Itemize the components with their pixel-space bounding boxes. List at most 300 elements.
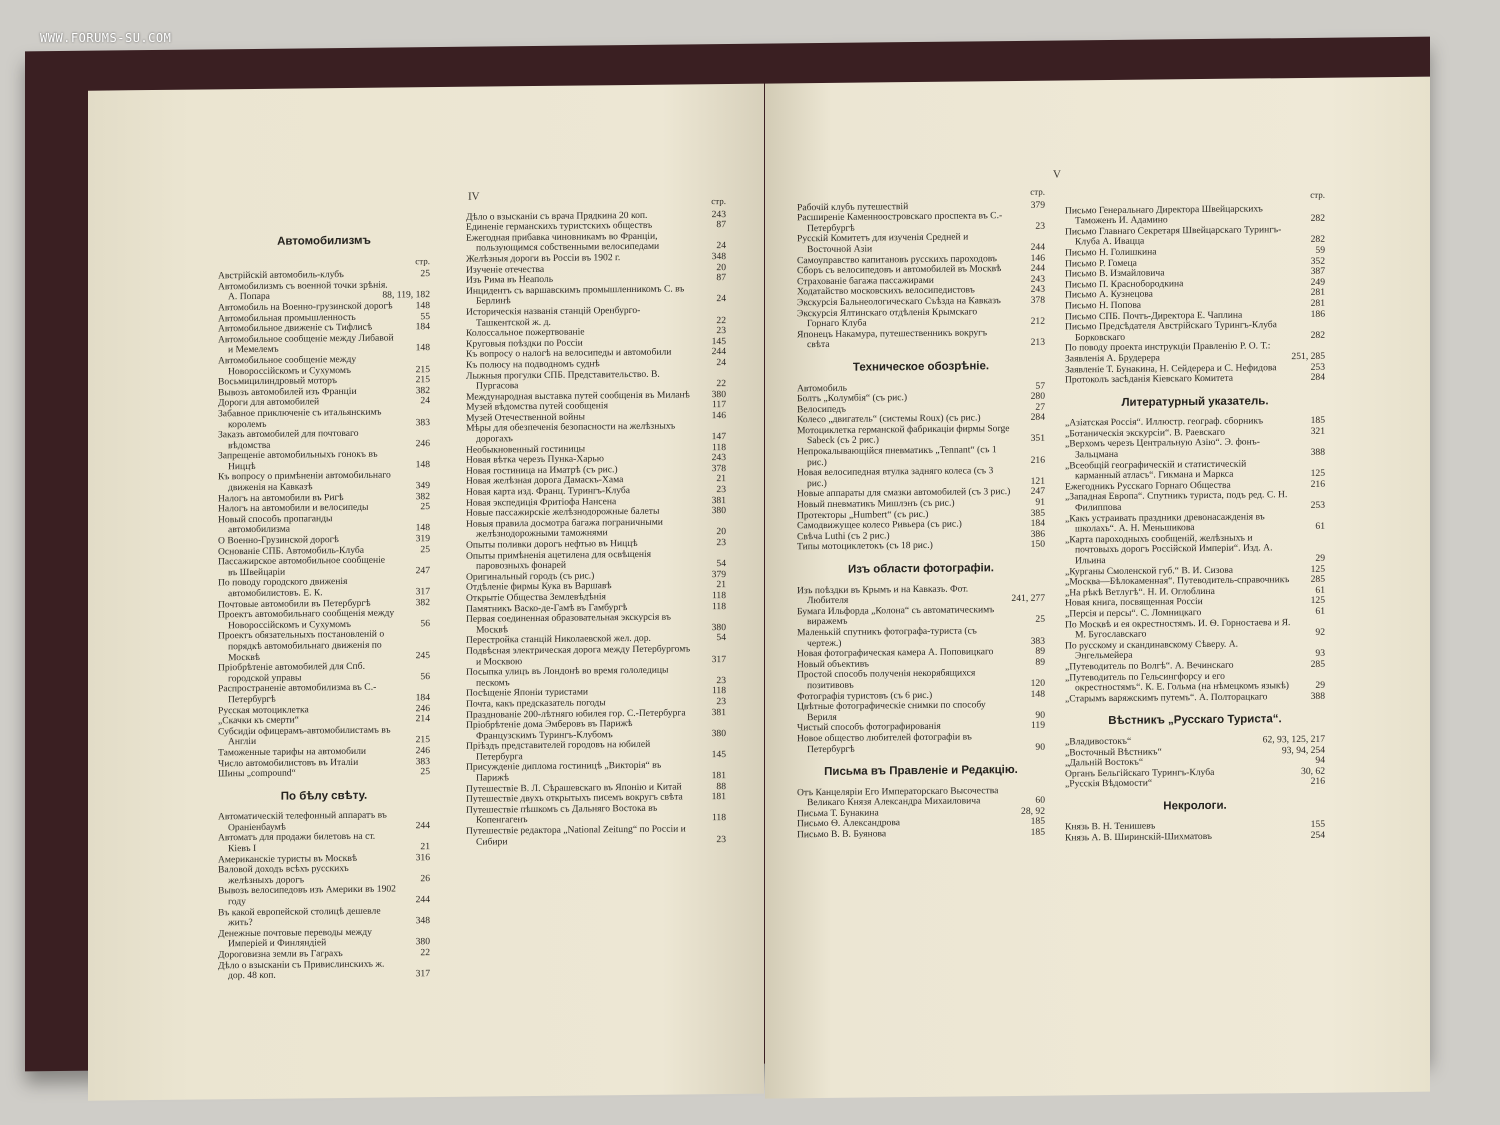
entry-page-ref: 380 — [711, 727, 726, 739]
entry-title: Экскурсія Ялтинскаго отдѣленія Крымскаго Горнаго Клуба — [797, 305, 978, 330]
entry-title: По поводу проекта инструкціи Правленію Р. О. Т.: — [1065, 340, 1271, 354]
entry-title: Въ какой европейской столицѣ дешевле жить? — [218, 905, 381, 929]
index-entry — [1065, 617, 1325, 641]
entry-title: Новые аппараты для смазки автомобилей (съ 3 рис.) — [797, 486, 1011, 500]
index-entry — [466, 739, 726, 763]
entry-title: Новые пассажирскіе желѣзнодорожные балеты — [466, 505, 660, 519]
entry-title: Новый способъ пропаганды автомобилизма — [218, 512, 333, 536]
entry-page-ref: 385 — [1030, 507, 1045, 519]
entry-title: Изъ поѣздки въ Крымъ и на Кавказъ. Фот. Любителя — [797, 583, 969, 607]
entry-page-ref: 23 — [716, 833, 726, 845]
entry-title: Подвѣсная электрическая дорога между Петербургомъ и Москвою — [466, 643, 691, 668]
entry-title: Письмо В. В. Буянова — [797, 828, 887, 841]
entry-title: Автомобильное сообщеніе между Новороссійскомъ и Сухумомъ — [218, 353, 357, 377]
index-entry — [1065, 490, 1325, 514]
entry-title: Мотоциклетка германской фабрикаціи фирмы Sorge Sabeck (съ 2 рис.) — [797, 422, 1010, 447]
entry-page-ref: 246 — [415, 702, 430, 714]
entry-page-ref: 59 — [1315, 244, 1325, 256]
entry-page-ref: 25 — [1035, 614, 1045, 626]
entry-title: Посѣщеніе Японіи туристами — [466, 686, 589, 700]
entry-title: Колоссальное пожертвованіе — [466, 326, 585, 339]
index-entry — [218, 810, 430, 833]
entry-title: „Персія и персы“. С. Ломницкаго — [1065, 607, 1202, 620]
index-entry — [1065, 831, 1325, 844]
index-entry — [797, 445, 1045, 469]
entry-title: Изъ Рима въ Неаполь — [466, 273, 554, 286]
entry-page-ref: 62, 93, 125, 217 — [1262, 733, 1325, 746]
entry-title: Новый объективъ — [797, 658, 870, 671]
entry-title: Автоматъ для продажи билетовъ на ст. Кіевъ I — [218, 831, 376, 855]
entry-page-ref: 118 — [711, 600, 726, 612]
index-entry — [797, 828, 1045, 841]
entry-title: „Русскія Вѣдомости“ — [1065, 777, 1153, 790]
entry-title: Письмо Предсѣдателя Австрійскаго Турингъ-Клуба Борковскаго — [1065, 319, 1277, 344]
entry-title: Письмо Н. Попова — [1065, 299, 1142, 312]
index-entry — [466, 231, 726, 255]
index-entry — [1065, 373, 1325, 386]
section-heading: Вѣстникъ „Русскаго Туриста“. — [1108, 713, 1282, 728]
entry-page-ref: 253 — [1310, 361, 1325, 373]
entry-title: Распространеніе автомобилизма въ С.-Петербургѣ — [218, 682, 377, 706]
entry-title: Инцидентъ съ варшавскимъ промышленникомъ С. въ Берлинѣ — [466, 283, 685, 307]
entry-page-ref: 379 — [711, 568, 726, 580]
entry-page-ref: 215 — [415, 363, 430, 375]
entry-page-ref: 29 — [1315, 679, 1325, 691]
entry-title: Новый пневматикъ Мишлэнъ (съ рис.) — [797, 497, 955, 511]
entry-page-ref: 216 — [1310, 478, 1325, 490]
entry-title: Протоколъ засѣданія Кіевскаго Комитета — [1065, 372, 1233, 386]
entry-title: Велосипедъ — [797, 403, 846, 415]
entry-title: Валовой доходъ всѣхъ русскихъ желѣзныхъ дорогъ — [218, 863, 349, 887]
entry-page-ref: 184 — [415, 321, 430, 333]
right-column-2 — [1065, 190, 1325, 844]
entry-title: Историческія названія станцій Оренбурго-Ташкентской ж. д. — [466, 304, 641, 329]
entry-title: Налогъ на автомобили въ Ригѣ — [218, 491, 344, 504]
entry-title: Новая карта изд. Франц. Турингъ-Клуба — [466, 485, 631, 498]
section-heading: Техническое обозрѣніе. — [852, 360, 990, 374]
entry-title: Расширеніе Каменноостровскаго проспекта въ С.-Петербургѣ — [797, 210, 1003, 234]
entry-page-ref: 148 — [415, 300, 430, 312]
entry-title: Письмо СПБ. Почтъ-Директора Е. Чаплина — [1065, 309, 1243, 322]
entry-page-ref: 23 — [1035, 220, 1045, 232]
entry-title: „Старымъ варяжскимъ путемъ“. А. Полторацкаго — [1065, 691, 1268, 705]
entry-title: Отъ Канцеляріи Его Императорскаго Высочества Великаго Князя Александра Михаиловича — [797, 784, 999, 809]
index-entry — [218, 725, 430, 748]
index-entry — [466, 718, 726, 742]
index-entry — [218, 629, 430, 663]
entry-page-ref: 388 — [1310, 446, 1325, 458]
entry-title: Почта, какъ предсказатель погоды — [466, 697, 606, 710]
entry-page-ref: 90 — [1035, 741, 1045, 753]
index-entry — [797, 211, 1045, 235]
entry-page-ref: 284 — [1310, 371, 1325, 383]
entry-title: Дороговизна земли въ Гаграхъ — [218, 948, 343, 961]
entry-title: „Азіатская Россія“. Иллюстр. географ. сборникъ — [1065, 415, 1264, 429]
index-entry — [797, 785, 1045, 809]
entry-title: Вывозъ велосипедовъ изъ Америки въ 1902 году — [218, 883, 396, 908]
entry-title: Почтовые автомобили въ Петербургѣ — [218, 597, 371, 610]
entry-title: Субсидіи офицерамъ-автомобилистамъ въ Англіи — [218, 724, 391, 748]
entry-title: Опыты примѣненія ацетилена для освѣщенія паровозныхъ фонарей — [466, 548, 652, 572]
entry-title: „Путеводитель по Волгѣ“. А. Вечинскаго — [1065, 659, 1234, 673]
entry-page-ref: 349 — [415, 480, 430, 492]
right-page — [765, 77, 1430, 1099]
entry-page-ref: 184 — [415, 692, 430, 704]
index-entry — [1065, 458, 1325, 482]
entry-title: Пассажирское автомобильное сообщеніе въ Швейцаріи — [218, 554, 386, 579]
entry-title: „Владивостокъ“ — [1065, 735, 1132, 748]
entry-title: Заявленія А. Брудерера — [1065, 352, 1160, 365]
entry-title: Пріобрѣтеніе автомобилей для Спб. городской управы — [218, 660, 365, 684]
entry-title: Путешествіе пѣшкомъ съ Дальняго Востока въ Копенгагенъ — [466, 802, 658, 827]
entry-page-ref: 148 — [415, 342, 430, 354]
entry-page-ref: 93, 94, 254 — [1281, 744, 1325, 756]
section-heading: Письма въ Правленіе и Редакцію. — [824, 764, 1018, 779]
entry-title: Дѣло о взысканіи съ Привислинскихъ ж. дор. 48 коп. — [218, 958, 385, 982]
entry-page-ref: 125 — [1310, 595, 1325, 607]
index-entry — [466, 665, 726, 689]
entry-title: „Скачки къ смерти“ — [218, 714, 299, 727]
entry-page-ref: 213 — [1030, 336, 1045, 349]
index-entry — [1065, 533, 1325, 568]
entry-title: Присужденіе диплома гостиницѣ „Викторія“ въ Парижѣ — [466, 760, 662, 784]
left-column-2 — [466, 196, 726, 848]
entry-page-ref: 382 — [415, 490, 430, 502]
entry-title: Автоматическій телефонный аппаратъ въ Ораніенбаумѣ — [218, 809, 387, 834]
index-entry — [797, 540, 1045, 553]
entry-title: Международная выставка путей сообщенія въ Миланѣ — [466, 389, 690, 403]
entry-page-ref: 317 — [415, 968, 430, 980]
entry-title: Лыжныя прогулки СПБ. Представительство. В. Пургасова — [466, 368, 660, 392]
entry-page-ref: 25 — [420, 766, 430, 778]
entry-page-ref: 317 — [711, 653, 726, 665]
entry-title: „Дальній Востокъ“ — [1065, 756, 1144, 769]
index-entry — [466, 421, 726, 445]
entry-title: Австрійскій автомобиль-клубъ — [218, 269, 344, 282]
entry-page-ref: 88 — [716, 780, 726, 792]
index-entry — [1065, 638, 1325, 662]
entry-title: Проектъ автомобильнаго сообщенія между Новороссійскомъ и Сухумомъ — [218, 607, 395, 632]
entry-title: Новое общество любителей фотографіи въ Петербургѣ — [797, 731, 972, 755]
entry-page-ref: 387 — [1310, 265, 1325, 278]
entry-page-ref: 214 — [415, 713, 430, 725]
entry-title: „На рѣкѣ Ветлугѣ“. Н. И. Оглоблина — [1065, 585, 1215, 599]
entry-page-ref: 22 — [716, 378, 726, 390]
index-entry — [466, 305, 726, 329]
entry-page-ref: 56 — [420, 670, 430, 682]
entry-title: Къ полюсу на подводномъ суднѣ — [466, 358, 600, 371]
entry-page-ref: 56 — [420, 617, 430, 629]
entry-title: Запрещеніе автомобильныхъ гонокъ въ Ниццѣ — [218, 448, 378, 473]
entry-page-ref: 247 — [415, 564, 430, 577]
entry-title: Забавное приключеніе съ итальянскимъ королемъ — [218, 406, 382, 430]
entry-page-ref: 55 — [420, 310, 430, 322]
entry-title: Экскурсія Бальнеологическаго Съѣзда на Кавказъ — [797, 295, 1001, 309]
entry-title: Къ вопросу о налогѣ на велосипеды и автомобили — [466, 346, 672, 361]
entry-title: Простой способъ полученія некорябящихся позитивовъ — [797, 667, 976, 692]
entry-title: По русскому и скандинавскому Сѣверу. А. Энгельмейера — [1065, 638, 1239, 662]
entry-title: Перестройка станцій Николаевской жел. дор. — [466, 633, 651, 647]
entry-page-ref: 23 — [716, 695, 726, 708]
index-entry — [218, 333, 430, 356]
entry-page-ref: 22 — [716, 314, 726, 326]
entry-title: Чистый способъ фотографированія — [797, 721, 941, 734]
entry-title: Дѣло о взысканіи съ врача Прядкина 20 коп. — [466, 209, 648, 223]
entry-page-ref: 27 — [1035, 401, 1045, 413]
entry-page-ref: 216 — [1030, 454, 1045, 466]
entry-page-ref: 118 — [711, 589, 726, 602]
entry-page-ref: 181 — [711, 770, 726, 782]
entry-title: Круговыя поѣздки по Россіи — [466, 337, 583, 350]
index-entry — [466, 549, 726, 573]
entry-page-ref: 184 — [1030, 517, 1045, 530]
entry-title: Пріобрѣтеніе дома Эмберовъ въ Парижѣ Французскимъ Турингъ-Клубомъ — [466, 718, 633, 742]
entry-title: Заказъ автомобилей для почтоваго вѣдомства — [218, 427, 359, 451]
entry-title: Письмо А. Кузнецова — [1065, 288, 1153, 301]
entry-page-ref: 243 — [1030, 284, 1045, 296]
index-entry — [797, 424, 1045, 448]
index-entry — [1065, 777, 1325, 790]
entry-page-ref: 378 — [1030, 294, 1045, 306]
entry-title: Письмо В. Измайловича — [1065, 267, 1165, 280]
entry-title: Пріѣздъ представителей городовъ на юбилей Петербурга — [466, 739, 651, 763]
entry-title: Японецъ Накамура, путешественникъ вокругъ свѣта — [797, 327, 988, 351]
page-column-label: стр. — [1030, 186, 1045, 197]
entry-page-ref: 26 — [420, 872, 430, 885]
entry-page-ref: 381 — [711, 706, 726, 718]
entry-page-ref: 28, 92 — [1021, 805, 1045, 817]
entry-page-ref: 61 — [1315, 520, 1325, 533]
entry-page-ref: 388 — [1310, 690, 1325, 702]
entry-page-ref: 243 — [1030, 273, 1045, 285]
entry-page-ref: 92 — [1315, 626, 1325, 638]
entry-title: „Курганы Смоленской губ.“ В. И. Сизова — [1065, 564, 1233, 578]
entry-title: Музей Отечественной войны — [466, 411, 585, 424]
index-entry — [797, 583, 1045, 607]
entry-page-ref: 23 — [716, 537, 726, 549]
entry-page-ref: 24 — [716, 356, 726, 369]
entry-page-ref: 215 — [415, 374, 430, 386]
entry-page-ref: 25 — [420, 268, 430, 280]
section-heading: Автомобилизмъ — [277, 234, 371, 248]
entry-title: Протекторы „Humbert“ (съ рис.) — [797, 508, 929, 521]
entry-page-ref: 380 — [711, 621, 726, 633]
entry-title: Маленькій спутникъ фотографа-туриста (съ чертеж.) — [797, 625, 977, 649]
entry-title: Памятникъ Васко-де-Гамѣ въ Гамбургѣ — [466, 601, 628, 615]
index-entry — [797, 668, 1045, 692]
entry-page-ref: 118 — [711, 685, 726, 697]
entry-page-ref: 23 — [716, 674, 726, 686]
entry-title: Восьмицилиндровый моторъ — [218, 375, 337, 388]
entry-page-ref: 380 — [711, 388, 726, 400]
entry-title: Болтъ „Колумбія“ (съ рис.) — [797, 392, 908, 405]
entry-page-ref: 61 — [1315, 584, 1325, 596]
index-entry — [218, 863, 430, 886]
entry-page-ref: 24 — [716, 240, 726, 252]
entry-page-ref: 57 — [1035, 380, 1045, 392]
entry-page-ref: 246 — [415, 437, 430, 449]
entry-title: Оригинальный городъ (съ рис.) — [466, 570, 595, 583]
entry-title: Ходатайство московскихъ велосипедистовъ — [797, 284, 975, 298]
entry-title: Ежегодная прибавка чиновникамъ во Франціи, пользующимся собственными велосипедами — [466, 230, 660, 255]
page-column-label: стр. — [711, 196, 726, 207]
entry-page-ref: 61 — [1315, 605, 1325, 617]
index-entry — [1065, 320, 1325, 344]
index-entry — [1065, 670, 1325, 694]
entry-title: Новая экспедиція Фритіофа Нансена — [466, 495, 617, 509]
entry-page-ref: 281 — [1310, 287, 1325, 299]
entry-page-ref: 254 — [1310, 829, 1325, 841]
index-entry — [218, 885, 430, 908]
entry-title: Свѣча Luthi (съ 2 рис.) — [797, 530, 890, 543]
index-entry — [218, 407, 430, 430]
entry-title: Путешествіе редактора „National Zeitung“ по Россіи и Сибири — [466, 823, 686, 848]
entry-page-ref: 185 — [1310, 415, 1325, 427]
entry-page-ref: 87 — [716, 219, 726, 231]
entry-page-ref: 90 — [1035, 709, 1045, 721]
entry-title: Типы мотоциклетокъ (съ 18 рис.) — [797, 540, 933, 553]
entry-title: Новая велосипедная втулка задняго колеса (съ 3 рис.) — [797, 465, 994, 490]
index-entry — [466, 612, 726, 636]
entry-title: Письмо П. Краснобородкина — [1065, 277, 1184, 291]
index-entry — [466, 803, 726, 827]
entry-title: Шины „compound“ — [218, 767, 296, 780]
entry-page-ref: 21 — [716, 473, 726, 485]
index-entry — [466, 284, 726, 308]
entry-page-ref: 284 — [1030, 411, 1045, 424]
index-entry — [218, 906, 430, 929]
entry-page-ref: 280 — [1030, 390, 1045, 402]
entry-page-ref: 30, 62 — [1301, 765, 1325, 777]
entry-page-ref: 383 — [415, 416, 430, 428]
entry-title: Самоуправство капитановъ русскихъ пароходовъ — [797, 252, 997, 266]
entry-page-ref: 87 — [716, 272, 726, 284]
index-entry — [797, 626, 1045, 650]
entry-page-ref: 29 — [1315, 552, 1325, 564]
entry-page-ref: 253 — [1310, 499, 1325, 511]
entry-page-ref: 118 — [711, 441, 726, 453]
entry-page-ref: 243 — [711, 208, 726, 220]
index-entry — [797, 327, 1045, 351]
entry-page-ref: 212 — [1030, 315, 1045, 327]
entry-page-ref: 215 — [415, 734, 430, 746]
entry-page-ref: 319 — [415, 533, 430, 545]
entry-page-ref: 23 — [716, 484, 726, 496]
entry-page-ref: 119 — [1030, 719, 1045, 732]
index-entry — [797, 306, 1045, 330]
open-book — [25, 37, 1430, 1072]
entry-title: Опыты поливки дорогъ нефтью въ Ниццѣ — [466, 537, 638, 551]
entry-page-ref: 117 — [711, 399, 726, 411]
index-entry — [218, 682, 430, 705]
entry-title: Князь В. Н. Тенишевъ — [1065, 820, 1156, 833]
entry-page-ref: 243 — [711, 452, 726, 464]
entry-title: По поводу городского движенія автомобилистовъ. Е. К. — [218, 576, 348, 600]
entry-title: Автомобильное движеніе съ Тифлисѣ — [218, 321, 373, 335]
entry-page-ref: 379 — [1030, 199, 1045, 211]
entry-page-ref: 21 — [420, 841, 430, 853]
entry-title: Сборъ съ велосипедовъ и автомобилей въ Москвѣ — [797, 263, 1002, 277]
entry-page-ref: 244 — [711, 346, 726, 358]
entry-page-ref: 121 — [1030, 475, 1045, 487]
entry-title: Колесо „двигатель“ (системы Roux) (съ рис.) — [797, 412, 981, 426]
page-number: IV — [468, 190, 480, 203]
entry-page-ref: 380 — [711, 505, 726, 517]
entry-title: „Ботаническія экскурсіи“. В. Раевскаго — [1065, 426, 1226, 440]
index-entry — [218, 927, 430, 950]
section-heading: Некрологи. — [1163, 799, 1227, 813]
section-heading: По бѣлу свѣту. — [280, 789, 368, 803]
entry-page-ref: 378 — [711, 462, 726, 475]
entry-title: Самодвижущее колесо Ривьера (съ рис.) — [797, 518, 962, 532]
entry-page-ref: 386 — [1030, 528, 1045, 540]
entry-page-ref: 321 — [1310, 425, 1325, 437]
entry-title: Новая фотографическая камера А. Поповицкаго — [797, 646, 994, 660]
entry-page-ref: 246 — [415, 745, 430, 757]
watermark: WWW.FORUMS-SU.COM — [40, 31, 172, 45]
entry-title: Органъ Бельгійскаго Турингъ-Клуба — [1065, 766, 1215, 780]
entry-title: Бумага Ильфорда „Колона“ съ автоматическимъ виражемъ — [797, 603, 995, 628]
index-entry — [218, 555, 430, 578]
entry-title: „Всеобщій географическій и статистическій карманный атласъ“. Гикмана и Маркса — [1065, 458, 1247, 482]
entry-title: Проектъ обязательныхъ постановленій о порядкѣ автомобильнаго движенія по Москвѣ — [218, 628, 385, 663]
entry-page-ref: 60 — [1035, 794, 1045, 807]
entry-page-ref: 281 — [1310, 297, 1325, 309]
entry-page-ref: 316 — [415, 851, 430, 863]
entry-title: Заявленіе Т. Бунакина, Н. Сейдерера и С. Нефидова — [1065, 361, 1277, 375]
entry-title: Письмо Главнаго Секретаря Швейцарскаго Турингъ-Клуба А. Ивацца — [1065, 223, 1282, 248]
entry-page-ref: 382 — [415, 384, 430, 396]
entry-page-ref: 282 — [1310, 234, 1325, 246]
entry-page-ref: 118 — [711, 812, 726, 824]
entry-title: Русская мотоциклетка — [218, 703, 309, 716]
entry-title: „Путеводитель по Гельсингфорсу и его окрестностямъ“. К. Е. Гольма (на нѣмецкомъ языкѣ) — [1065, 670, 1289, 694]
entry-title: Новыя правила досмотра багажа пограничными желѣзнодорожными таможнями — [466, 516, 663, 541]
entry-page-ref: 146 — [711, 409, 726, 422]
index-entry — [218, 767, 430, 780]
entry-page-ref: 89 — [1035, 645, 1045, 657]
entry-title: Празднованіе 200-лѣтняго юбилея гор. С.-Петербурга — [466, 706, 686, 721]
entry-page-ref: 185 — [1030, 816, 1045, 828]
index-entry — [218, 354, 430, 377]
entry-page-ref: 93 — [1315, 648, 1325, 660]
index-entry — [797, 700, 1045, 724]
entry-page-ref: 125 — [1310, 563, 1325, 575]
entry-page-ref: 23 — [716, 325, 726, 337]
entry-title: Письмо Ѳ. Александрова — [797, 817, 900, 830]
entry-page-ref: 245 — [415, 649, 430, 661]
entry-title: Таможенные тарифы на автомобили — [218, 745, 367, 759]
entry-title: Отдѣленіе фирмы Кука въ Варшавѣ — [466, 580, 612, 594]
entry-page-ref: 383 — [1030, 635, 1045, 647]
entry-page-ref: 88, 119, 182 — [382, 289, 430, 301]
index-entry — [1065, 691, 1325, 704]
index-entry — [218, 959, 430, 982]
entry-page-ref: 120 — [1030, 677, 1045, 689]
entry-title: Фотографія туристовъ (съ 6 рис.) — [797, 689, 933, 702]
entry-title: Посыпка улицъ въ Лондонѣ во время гололедицы пескомъ — [466, 664, 669, 689]
index-entry — [1065, 511, 1325, 535]
entry-page-ref: 54 — [716, 632, 726, 644]
index-entry — [218, 280, 430, 303]
entry-title: Непрокалывающійся пневматикъ „Tennant“ (съ 1 рис.) — [797, 444, 997, 468]
entry-page-ref: 352 — [1310, 255, 1325, 267]
index-entry — [218, 449, 430, 472]
entry-title: „Москва—Бѣлокаменная“. Путеводитель-справочникъ — [1065, 574, 1290, 588]
entry-title: Необыкновенный гостиницы — [466, 443, 586, 456]
index-entry — [218, 661, 430, 684]
entry-page-ref: 348 — [415, 915, 430, 927]
